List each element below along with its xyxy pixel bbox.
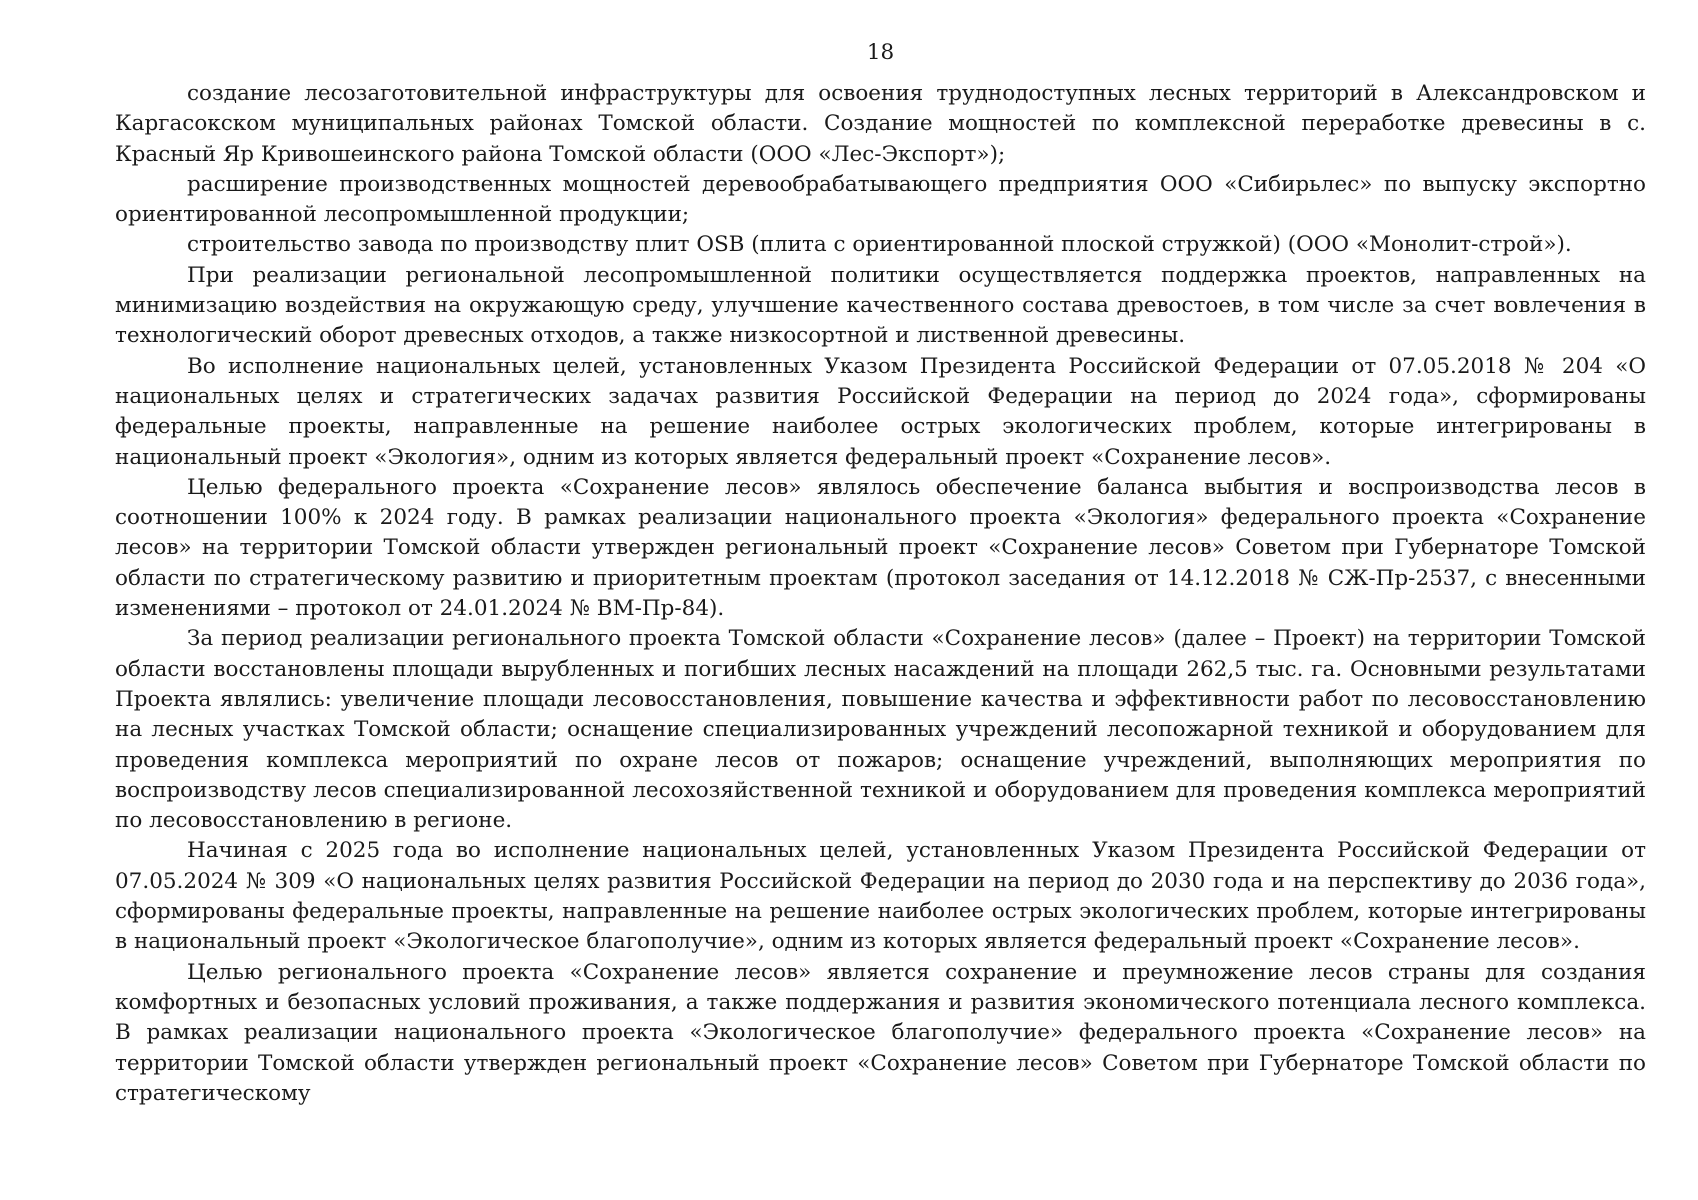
paragraph-production-expansion: расширение производственных мощностей деревообрабатывающего предприятия ООО «Сибирьлес» по выпуску экспортно ориентированной лесопромышленной продукции; [115,171,1646,228]
paragraph-regional-policy: При реализации региональной лесопромышленной политики осуществляется поддержка проектов, направленных на минимизацию воздействия на окружающую среду, улучшение качественного состава древостоев, в том числе за счет вовлечения в технологический оборот древесных отходов, а также низкосортной и лиственной древесины. [115,262,1646,349]
page-number: 18 [866,40,895,65]
paragraph-project-results: За период реализации регионального проекта Томской области «Сохранение лесов» (далее – Проект) на территории Томской области восстановлены площади вырубленных и погибших лесных насаждений на площади 262,5 тыс. га. Основными результатами Проекта являлись: увеличение площади лесовосстановления, повышение качества и эффективности работ по лесовосстановлению на лесных участках Томской области; оснащение специализированных учреждений лесопожарной техникой и оборудованием для проведения комплекса мероприятий по охране лесов от пожаров; оснащение учреждений, выполняющих мероприятия по воспроизводству лесов специализированной лесохозяйственной техникой и оборудованием для проведения комплекса мероприятий по лесовосстановлению в регионе. [115,626,1646,834]
paragraph-infrastructure: создание лесозаготовительной инфраструктуры для освоения труднодоступных лесных территорий в Александровском и Каргасокском муниципальных районах Томской области. Создание мощностей по комплексной переработке древесины в с. Красный Яр Кривошеинского района Томской области (ООО «Лес-Экспорт»); [115,81,1646,167]
paragraph-national-goals-2024: Начиная с 2025 года во исполнение национальных целей, установленных Указом Президента Российской Федерации от 07.05.2024 № 309 «О национальных целях развития Российской Федерации на период до 2030 года и на перспективу до 2036 года», сформированы федеральные проекты, направленные на решение наиболее острых экологических проблем, которые интегрированы в национальный проект «Экологическое благополучие», одним из которых является федеральный проект «Сохранение лесов». [115,838,1646,955]
paragraph-osb-plant: строительство завода по производству плит OSB (плита с ориентированной плоской стружкой) (ООО «Монолит-строй»). [187,232,1572,258]
paragraph-regional-project-goal: Целью регионального проекта «Сохранение лесов» является сохранение и преумножение лесов страны для создания комфортных и безопасных условий проживания, а также поддержания и развития экономического потенциала лесного комплекса. В рамках реализации национального проекта «Экологическое благополучие» федерального проекта «Сохранение лесов» на территории Томской области утвержден региональный проект «Сохранение лесов» Советом при Губернаторе Томской области по стратегическому [115,959,1646,1106]
document-page [115,38,1646,1109]
paragraph-national-goals-2018: Во исполнение национальных целей, установленных Указом Президента Российской Федерации от 07.05.2018 № 204 «О национальных целях и стратегических задачах развития Российской Федерации на период до 2024 года», сформированы федеральные проекты, направленные на решение наиболее острых экологических проблем, которые интегрированы в национальный проект «Экология», одним из которых является федеральный проект «Сохранение лесов». [115,353,1646,470]
paragraph-forest-project-goal: Целью федерального проекта «Сохранение лесов» являлось обеспечение баланса выбытия и воспроизводства лесов в соотношении 100% к 2024 году. В рамках реализации национального проекта «Экология» федерального проекта «Сохранение лесов» на территории Томской области утвержден региональный проект «Сохранение лесов» Советом при Губернаторе Томской области по стратегическому развитию и приоритетным проектам (протокол заседания от 14.12.2018 № СЖ-Пр-2537, с внесенными изменениями – протокол от 24.01.2024 № ВМ-Пр-84). [115,474,1646,622]
